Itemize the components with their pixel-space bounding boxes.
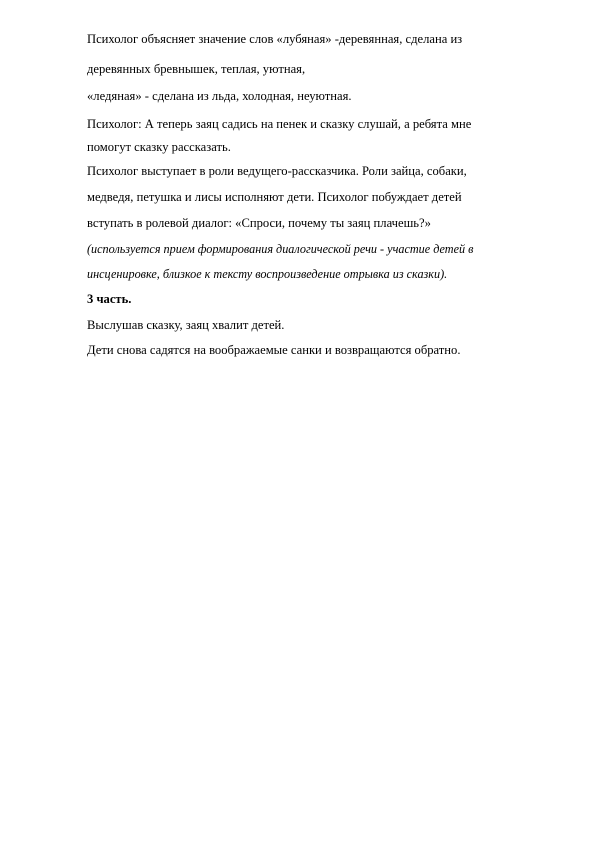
italic-note-line: инсценировке, близкое к тексту воспроизведение отрывка из сказки). [87,267,448,281]
paragraph-line: помогут сказку рассказать. [87,140,231,154]
section-heading: 3 часть. [87,292,132,306]
paragraph-line: деревянных бревнышек, теплая, уютная, [87,62,306,76]
paragraph-line: «ледяная» - сделана из льда, холодная, неуютная. [87,89,352,103]
paragraph-line: вступать в ролевой диалог: «Спроси, почему ты заяц плачешь?» [87,216,431,230]
paragraph-line: Психолог выступает в роли ведущего-рассказчика. Роли зайца, собаки, [87,164,467,178]
paragraph-line: Психолог объясняет значение слов «лубяная» -деревянная, сделана из [87,32,463,46]
paragraph-line: Выслушав сказку, заяц хвалит детей. [87,318,285,332]
paragraph-line: медведя, петушка и лисы исполняют дети. Психолог побуждает детей [87,190,462,204]
italic-note-line: (используется прием формирования диалогической речи - участие детей в [87,242,474,256]
paragraph-line: Дети снова садятся на воображаемые санки и возвращаются обратно. [87,343,461,357]
paragraph-line: Психолог: А теперь заяц садись на пенек и сказку слушай, а ребята мне [87,117,472,131]
